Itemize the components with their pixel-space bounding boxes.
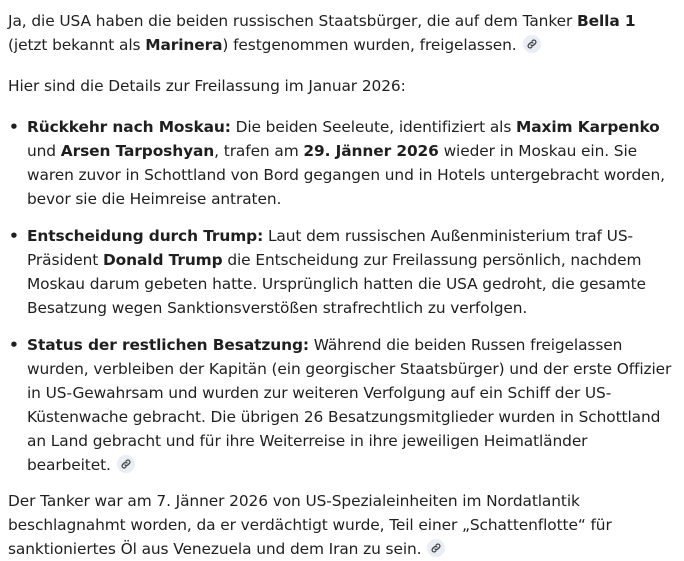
item-text: Laut dem russischen Außenministerium traf US-Präsident [27, 227, 633, 269]
item-text: die Entscheidung zur Freilassung persönlich, nachdem Moskau darum gebeten hatte. Ursprünglich hatten die USA gedroht, die gesamte Besatzung wegen Sanktionsverstößen strafrechtlich zu verfolgen. [27, 251, 646, 317]
lead-paragraph: Hier sind die Details zur Freilassung im Januar 2026: [8, 77, 406, 95]
bullet: • [9, 336, 19, 354]
intro-text: ) festgenommen wurden, freigelassen. [222, 36, 517, 54]
intro-text: (jetzt bekannt als [8, 36, 146, 54]
intro-paragraph [8, 9, 674, 57]
bullet: • [9, 227, 19, 245]
link-icon [120, 458, 132, 470]
source-link-button[interactable] [117, 455, 135, 473]
source-link-button[interactable] [523, 35, 541, 53]
arrival-date: 29. Jänner 2026 [303, 142, 439, 160]
closing-paragraph [8, 489, 674, 561]
details-list [8, 115, 674, 477]
list-item [8, 224, 674, 320]
item-text: wieder in Moskau ein. Sie waren zuvor in Schottland von Bord gegangen und in Hotels untergebracht worden, bevor sie die Heimreise antraten. [27, 142, 665, 208]
tanker-new-name: Marinera [145, 36, 223, 54]
link-icon [526, 38, 538, 50]
item-title: Rückkehr nach Moskau: [27, 118, 231, 136]
intro-text: Ja, die USA haben die beiden russischen Staatsbürger, die auf dem Tanker [8, 12, 577, 30]
item-text: und [27, 142, 61, 160]
item-text: Während die beiden Russen freigelassen wurden, verbleiben der Kapitän (ein georgischer Staatsbürger) und der erste Offizier in US-Gewahrsam und wurden zur weiteren Verfolgung auf ein Schiff der US-Küstenwache gebracht. Die übrigen 26 Besatzungsmitglieder wurden in Schottland an Land gebracht und für ihre Weiterreise in ihre jeweiligen Heimatländer bearbeitet. [27, 336, 672, 474]
item-title: Entscheidung durch Trump: [27, 227, 264, 245]
person-name: Arsen Tarposhyan [60, 142, 215, 160]
item-text: Die beiden Seeleute, identifiziert als [230, 118, 517, 136]
source-link-button[interactable] [427, 539, 445, 557]
closing-text: Der Tanker war am 7. Jänner 2026 von US-Spezialeinheiten im Nordatlantik beschlagnahmt worden, da er verdächtigt wurde, Teil einer „Schattenflotte“ für sanktioniertes Öl aus Venezuela und dem Iran zu sein. [8, 492, 612, 558]
person-name: Donald Trump [102, 251, 223, 269]
response-body [8, 9, 674, 561]
person-name: Maxim Karpenko [516, 118, 660, 136]
list-item [8, 115, 674, 211]
bullet: • [9, 118, 19, 136]
item-text: , trafen am [214, 142, 304, 160]
tanker-name: Bella 1 [577, 12, 636, 30]
item-title: Status der restlichen Besatzung: [27, 336, 309, 354]
list-item [8, 333, 674, 477]
